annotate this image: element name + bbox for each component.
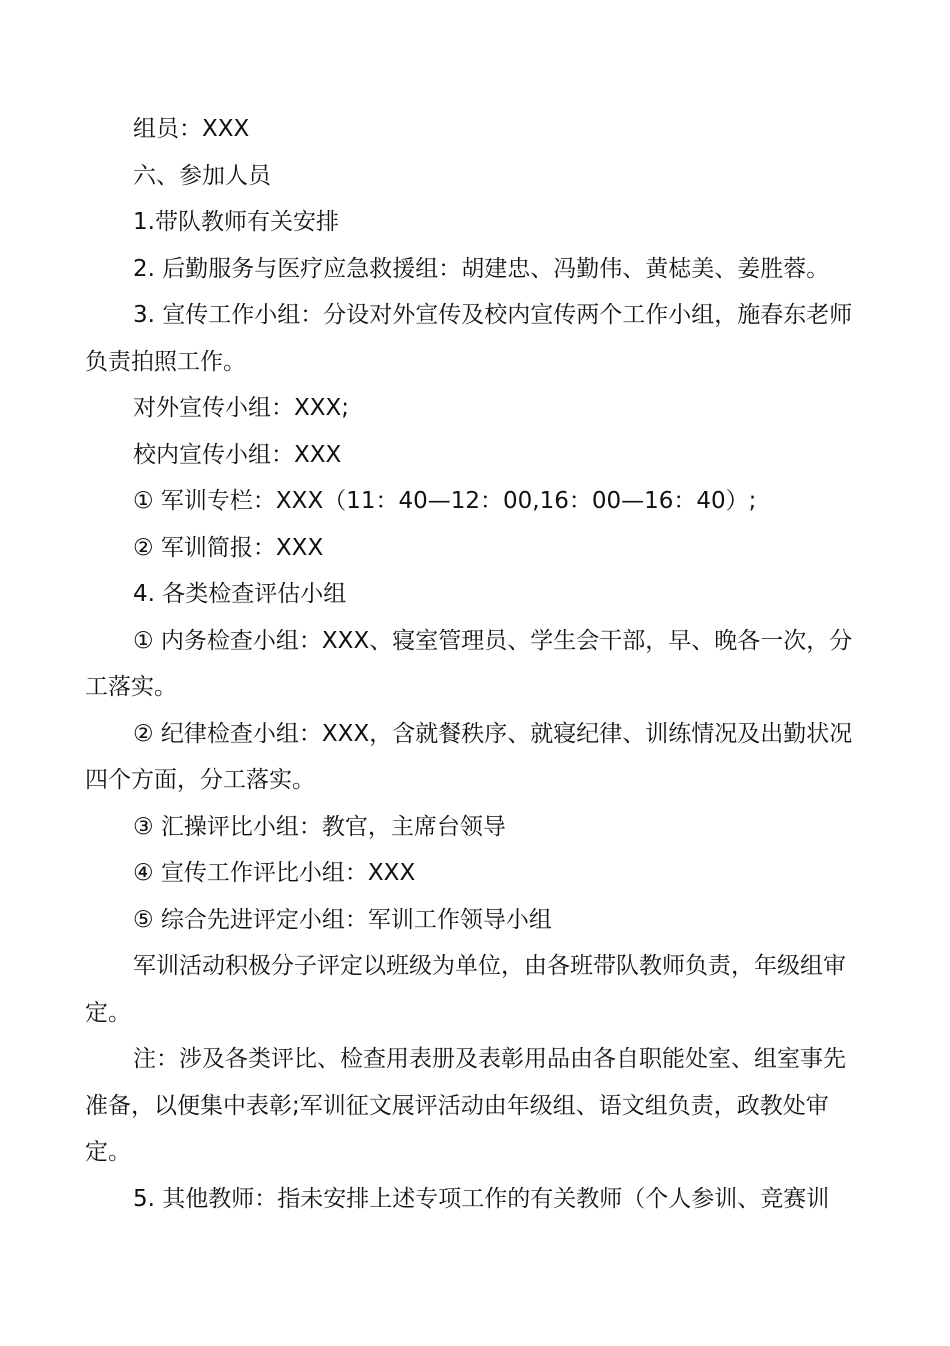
activist-note: 军训活动积极分子评定以班级为单位，由各班带队教师负责，年级组审定。 (85, 953, 846, 1026)
overall-review-group: ⑤ 综合先进评定小组：军训工作领导小组 (133, 906, 552, 933)
item-5: 5. 其他教师：指未安排上述专项工作的有关教师（个人参训、竞赛训 (133, 1185, 830, 1212)
training-bulletin: ② 军训简报：XXX (133, 534, 324, 561)
members-line: 组员：XXX (133, 116, 250, 142)
discipline-check-group: ② 纪律检查小组：XXX，含就餐秩序、就寝纪律、训练情况及出勤状况四个方面，分工落实。 (85, 720, 853, 793)
item-2: 2. 后勤服务与医疗应急救援组：胡建忠、冯勤伟、黄梽美、姜胜蓉。 (133, 255, 830, 282)
item-1: 1.带队教师有关安排 (133, 209, 339, 235)
training-column: ① 军训专栏：XXX（11：40—12：00,16：00—16：40）; (133, 488, 757, 514)
item-4: 4. 各类检查评估小组 (133, 581, 347, 607)
publicity-review-group: ④ 宣传工作评比小组：XXX (133, 860, 416, 886)
item-3: 3. 宣传工作小组：分设对外宣传及校内宣传两个工作小组，施春东老师负责拍照工作。 (85, 302, 853, 375)
document-body (85, 106, 865, 1222)
drill-review-group: ③ 汇操评比小组：教官，主席台领导 (133, 813, 506, 840)
dorm-check-group: ① 内务检查小组：XXX、寝室管理员、学生会干部，早、晚各一次，分工落实。 (85, 627, 853, 700)
remark: 注：涉及各类评比、检查用表册及表彰用品由各自职能处室、组室事先准备，以便集中表彰;军训征文展评活动由年级组、语文组负责，政教处审定。 (85, 1046, 846, 1165)
internal-publicity: 校内宣传小组：XXX (133, 441, 342, 468)
external-publicity: 对外宣传小组：XXX; (133, 395, 350, 421)
section-6-title: 六、参加人员 (133, 162, 271, 189)
